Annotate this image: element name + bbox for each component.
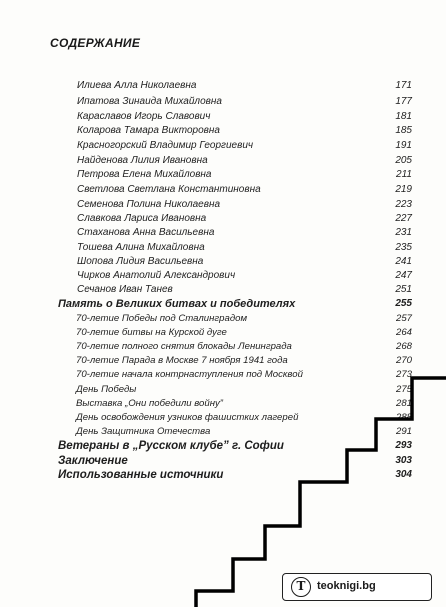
publisher-logo[interactable] (282, 573, 432, 601)
toc-entry[interactable] (0, 184, 446, 198)
toc-entry-title: Сечанов Иван Танев (77, 284, 173, 295)
toc-entry[interactable] (0, 298, 446, 312)
toc-entry-page: 273 (395, 369, 412, 380)
toc-entry-page: 185 (395, 125, 412, 136)
toc-entry-title: Чирков Анатолий Александрович (77, 270, 236, 281)
toc-entry-page: 247 (395, 270, 412, 281)
toc-entry-title: Стаханова Анна Васильевна (77, 227, 215, 238)
toc-entry[interactable] (0, 440, 446, 454)
toc-entry-title: Тошева Алина Михайловна (77, 242, 205, 253)
logo-text: teoknigi.bg (317, 580, 376, 592)
toc-entry-page: 171 (395, 80, 412, 91)
toc-entry-title: Заключение (58, 455, 128, 467)
toc-entry[interactable] (0, 169, 446, 183)
toc-entry-title: День Победы (76, 384, 137, 395)
toc-entry-page: 288 (395, 412, 412, 423)
toc-entry-page: 191 (395, 140, 412, 151)
toc-entry-page: 268 (395, 341, 412, 352)
toc-entry-title: 70-летие начала контрнаступления под Москвой (76, 369, 303, 380)
toc-entry[interactable] (0, 227, 446, 241)
toc-entry-title: Славкова Лариса Ивановна (77, 213, 207, 224)
toc-entry-title: Использованные источники (58, 469, 224, 481)
toc-entry[interactable] (0, 242, 446, 256)
toc-entry[interactable] (0, 398, 446, 412)
toc-entry[interactable] (0, 384, 446, 398)
toc-entry-title: Выставка „Они победили войну” (76, 398, 223, 409)
toc-entry[interactable] (0, 111, 446, 125)
toc-entry-page: 223 (395, 199, 412, 210)
toc-entry-page: 293 (395, 440, 412, 451)
toc-entry-title: День Защитника Отечества (76, 426, 211, 437)
toc-entry-page: 219 (395, 184, 412, 195)
toc-entry[interactable] (0, 125, 446, 139)
toc-entry-title: 70-летие битвы на Курской дуге (76, 327, 227, 338)
toc-entry-page: 241 (395, 256, 412, 267)
toc-entry-title: Найденова Лилия Ивановна (77, 155, 208, 166)
toc-entry-title: Коларова Тамара Викторовна (77, 125, 220, 136)
toc-entry-page: 304 (395, 469, 412, 480)
page-title: СОДЕРЖАНИЕ (50, 36, 141, 50)
toc-entry-page: 281 (395, 398, 412, 409)
toc-entry-page: 211 (396, 169, 412, 180)
toc-entry-title: Караславов Игорь Славович (77, 111, 211, 122)
toc-entry-page: 205 (395, 155, 412, 166)
toc-entry-title: Ветераны в „Русском клубе” г. Софии (58, 440, 284, 452)
toc-entry[interactable] (0, 256, 446, 270)
toc-entry-page: 303 (395, 455, 412, 466)
toc-entry-title: 70-летие Победы под Сталинградом (76, 313, 248, 324)
toc-entry-title: День освобождения узников фашистких лагерей (76, 412, 299, 423)
toc-entry-title: Семенова Полина Николаевна (77, 199, 221, 210)
toc-entry-page: 264 (395, 327, 412, 338)
toc-entry[interactable] (0, 455, 446, 469)
toc-entry-title: Илиева Алла Николаевна (77, 80, 197, 91)
toc-entry-page: 275 (395, 384, 412, 395)
toc-entry[interactable] (0, 284, 446, 298)
toc-entry[interactable] (0, 469, 446, 483)
toc-entry[interactable] (0, 140, 446, 154)
toc-entry-title: 70-летие полного снятия блокады Ленинграда (76, 341, 292, 352)
toc-entry-title: Память о Великих битвах и победителях (58, 298, 296, 310)
toc-entry[interactable] (0, 96, 446, 110)
toc-entry-title: Светлова Светлана Константиновна (77, 184, 261, 195)
toc-entry-page: 255 (395, 298, 412, 309)
toc-entry[interactable] (0, 313, 446, 327)
toc-entry[interactable] (0, 155, 446, 169)
toc-entry[interactable] (0, 341, 446, 355)
toc-entry-page: 251 (395, 284, 412, 295)
toc-entry[interactable] (0, 327, 446, 341)
toc-entry[interactable] (0, 355, 446, 369)
toc-entry-title: Ипатова Зинаида Михайловна (77, 96, 222, 107)
toc-entry-page: 227 (395, 213, 412, 224)
toc-entry[interactable] (0, 369, 446, 383)
toc-entry-page: 231 (395, 227, 412, 238)
toc-entry[interactable] (0, 213, 446, 227)
toc-entry-title: Шопова Лидия Васильевна (77, 256, 204, 267)
toc-entry-title: 70-летие Парада в Москве 7 ноября 1941 года (76, 355, 288, 366)
book-t-icon: T (291, 577, 311, 597)
toc-entry-title: Петрова Елена Михайловна (77, 169, 212, 180)
toc-entry-page: 270 (395, 355, 412, 366)
toc-entry-page: 181 (395, 111, 412, 122)
toc-entry[interactable] (0, 199, 446, 213)
toc-entry[interactable] (0, 412, 446, 426)
toc-entry[interactable] (0, 80, 446, 94)
toc-entry[interactable] (0, 426, 446, 440)
toc-entry-page: 177 (395, 96, 412, 107)
toc-entry[interactable] (0, 270, 446, 284)
toc-entry-title: Красногорский Владимир Георгиевич (77, 140, 254, 151)
toc-entry-page: 235 (395, 242, 412, 253)
toc-entry-page: 257 (395, 313, 412, 324)
toc-entry-page: 291 (395, 426, 412, 437)
